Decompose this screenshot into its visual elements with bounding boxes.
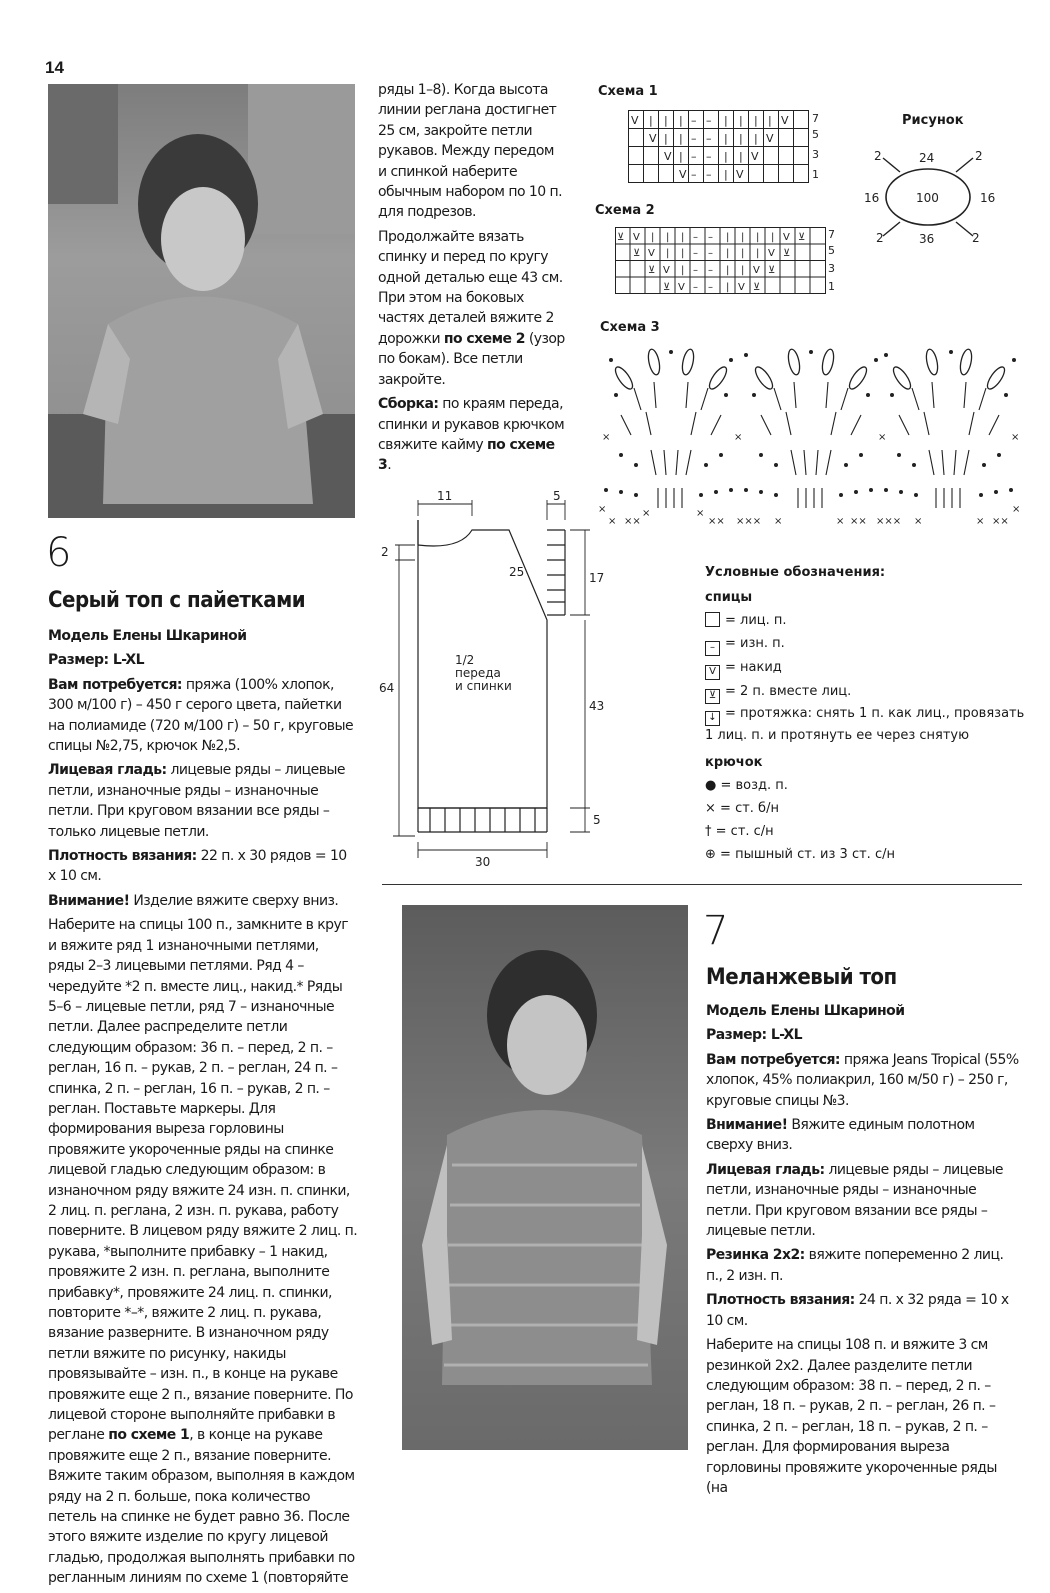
svg-text:|: | [739,132,743,145]
section-divider [382,884,1022,885]
svg-text:–: – [708,265,713,276]
dim-top-left: 11 [437,490,453,503]
svg-text:–: – [708,248,713,259]
purl-symbol: – [705,641,720,656]
model-credit: Модель Елены Шкариной [48,628,247,644]
figure-left: 16 [864,191,880,205]
svg-text:|: | [741,248,745,259]
figure-right: 16 [980,191,996,205]
svg-text:|: | [649,114,653,127]
piece-label-1: 1/2 [455,653,475,667]
svg-text:|: | [724,114,728,127]
svg-text:×: × [1011,432,1020,443]
figure-tr: 2 [975,149,983,163]
row-num: 7 [828,228,835,241]
figure-bl: 2 [876,231,884,245]
photo-silhouette-2 [402,905,688,1450]
section-title-6: Серый топ с пайетками [48,588,306,613]
svg-text:|: | [756,232,760,243]
svg-text:–: – [691,132,697,145]
stitch-distribution-figure [858,140,1008,250]
svg-text:×: × [1012,504,1021,515]
dim-neck: 2 [381,545,389,559]
gauge-para-7: Плотность вязания: 24 п. х 32 ряда = 10 х 10 см. [706,1292,1009,1329]
legend-knit-title: спицы [705,590,753,605]
piece-label-3: и спинки [455,679,512,693]
legend-item: = лиц. п. [705,609,1035,632]
size-line: Размер: L-XL [48,652,144,669]
pattern-schematic [375,490,615,870]
piece-label-2: переда [455,666,501,680]
row-num: 3 [812,148,819,161]
figure-top: 24 [919,151,935,165]
svg-text:⊻: ⊻ [798,232,806,243]
svg-text:⊻: ⊻ [753,282,761,293]
row-num: 3 [828,262,835,275]
svg-text:|: | [739,114,743,127]
svg-text:V: V [753,265,760,276]
svg-text:×: × [836,516,845,527]
svg-text:⊻: ⊻ [663,282,671,293]
svg-text:|: | [724,150,728,163]
svg-text:V: V [768,248,775,259]
svg-text:–: – [693,248,698,259]
svg-text:V: V [633,232,640,243]
model-photo-melange-top [402,905,688,1450]
svg-text:V: V [781,114,789,127]
svg-text:|: | [681,265,685,276]
scheme-2-grid [615,225,840,297]
figure-br: 2 [972,231,980,245]
svg-text:|: | [679,114,683,127]
puff-symbol: ⊕ [705,847,716,862]
svg-text:V: V [679,168,687,181]
legend-item: ● = возд. п. [705,778,788,793]
scheme-3-label: Схема 3 [600,320,660,335]
note-para-7: Внимание! Вяжите единым полотном сверху вниз. [706,1117,975,1154]
svg-text:××: ×× [624,516,641,527]
svg-text:|: | [726,232,730,243]
svg-text:V: V [738,282,745,293]
svg-text:|: | [681,232,685,243]
yarn-over-symbol: V [705,665,720,680]
svg-text:|: | [726,282,730,293]
dim-sleeve: 17 [589,571,605,585]
svg-text:V: V [631,114,639,127]
sc-symbol: × [705,801,716,816]
scheme-1-grid [628,108,838,186]
svg-text:×: × [642,508,651,519]
svg-text:×: × [914,516,923,527]
svg-text:|: | [664,132,668,145]
svg-text:|: | [768,114,772,127]
svg-text:××: ×× [708,516,725,527]
svg-text:×: × [878,432,887,443]
svg-text:×: × [608,516,617,527]
knit-symbol [705,612,720,627]
svg-text:–: – [706,114,712,127]
svg-text:V: V [648,248,655,259]
svg-text:⊻: ⊻ [617,232,625,243]
assembly-para: Сборка: по краям переда, спинки и рукавов крючком свяжите кайму по схеме 3. [378,396,565,474]
legend [705,561,1035,866]
svg-text:–: – [708,282,713,293]
figure-tl: 2 [874,149,882,163]
svg-text:|: | [741,232,745,243]
raglan-para: ряды 1–8). Когда высота линии реглана достигнет 25 см, закройте петли рукавов. Между передом и спинкой наберите обычным набором по 10 п. для подрезов. [378,82,562,221]
svg-text:|: | [741,265,745,276]
svg-text:–: – [706,168,712,181]
legend-item: ↓ = протяжка: снять 1 п. как лиц., провязать 1 лиц. п. и протянуть ее через снятую [705,706,1025,743]
svg-text:×: × [976,516,985,527]
svg-text:–: – [693,232,698,243]
figure-label: Рисунок [902,113,964,128]
scheme-3-crochet-chart [596,340,1026,530]
svg-text:×: × [696,508,705,519]
k2tog-symbol: ⊻ [705,689,720,704]
svg-text:|: | [754,114,758,127]
gauge-para: Плотность вязания: 22 п. х 30 рядов = 10 х 10 см. [48,848,347,885]
svg-text:×: × [602,432,611,443]
model-photo-gray-top [48,84,355,518]
svg-text:|: | [739,150,743,163]
body-para: Продолжайте вязать спинку и перед по кругу одной деталью еще 43 см. При этом на боковых частях деталей вяжите 2 дорожки по схеме 2 (узор по бокам). Все петли закройте. [378,228,565,388]
legend-item: × = ст. б/н [705,801,779,816]
svg-text:|: | [771,232,775,243]
dim-raglan: 25 [509,565,525,579]
rib-para-7: Резинка 2х2: вяжите попеременно 2 лиц. п., 2 изн. п. [706,1247,1004,1284]
svg-text:V: V [664,150,672,163]
svg-text:–: – [706,132,712,145]
svg-text:–: – [691,114,697,127]
stockinette-para-7: Лицевая гладь: лицевые ряды – лицевые петли, изнаночные ряды – изнаночные петли. При круговом вязании все ряды – лицевые петли. [706,1161,1003,1240]
svg-text:××: ×× [850,516,867,527]
figure-center: 100 [916,191,939,205]
legend-item: ⊻ = 2 п. вместе лиц. [705,680,1035,704]
legend-item: ⊕ = пышный ст. из 3 ст. с/н [705,847,895,862]
svg-text:|: | [724,168,728,181]
dim-hem: 5 [593,813,601,827]
scheme-2-label: Схема 2 [595,203,655,218]
legend-item: V = накид [705,656,1035,680]
svg-text:⊻: ⊻ [648,265,656,276]
svg-text:|: | [754,132,758,145]
svg-text:×××: ××× [876,516,902,527]
svg-text:×: × [734,432,743,443]
svg-text:|: | [681,248,685,259]
section-number-7: 7 [703,908,729,954]
svg-text:×××: ××× [736,516,762,527]
svg-text:×: × [774,516,783,527]
row-num: 5 [812,128,819,141]
svg-text:–: – [691,150,697,163]
svg-text:|: | [726,265,730,276]
slip-symbol: ↓ [705,711,720,726]
dim-width: 30 [475,855,491,869]
svg-text:|: | [679,132,683,145]
dim-total: 64 [379,681,395,695]
section-title-7: Меланжевый топ [706,965,897,990]
svg-text:|: | [724,132,728,145]
page-number: 14 [45,58,64,77]
dim-top-right: 5 [553,490,561,503]
svg-text:|: | [679,150,683,163]
svg-text:–: – [693,265,698,276]
model-credit-7: Модель Елены Шкариной [706,1003,905,1019]
section-number-6: 6 [46,530,72,576]
svg-text:–: – [708,232,713,243]
article-7-body [706,1001,1021,1502]
svg-text:V: V [736,168,744,181]
figure-bottom: 36 [919,232,935,246]
svg-text:V: V [678,282,685,293]
photo-silhouette [48,84,355,518]
svg-text:V: V [766,132,774,145]
svg-text:|: | [756,248,760,259]
svg-text:|: | [651,232,655,243]
instructions-para: Наберите на спицы 100 п., замкните в круг и вяжите ряд 1 изнаночными петлями, ряды 2–3 лицевыми петлями. Ряд 4 – чередуйте *2 п. вместе лиц., накид.* Ряды 5–6 – лицевые петли, ряд 7 – изнаночные петли. Далее распределите петли следующим образом: 36 п. – перед, 2 п. – реглан, 16 п. – рукав, 2 п. – реглан, 24 п. – спинка, 2 п. – реглан, 16 п. – рукав, 2 п. – реглан. Поставьте маркеры. Для формирования выреза горловины провяжите укороченные ряды на спинке лицевой гладью следующим образом: в изнаночном ряду вяжите 24 изн. п. спинки, 2 лиц. п. реглана, 2 изн. п. рукава, работу поверните. В лицевом ряду вяжите 2 лиц. п. рукава, *выполните прибавку – 1 накид, провяжите 2 изн. п. реглана, выполните прибавку*, провяжите 24 лиц. п. спинки, повторите *–*, вяжите 2 лиц. п. рукава, вязание разверните. В изнаночном ряду петли вяжите по рисунку, накиды провязывайте – изн. п., в конце на рукаве провяжите еще 2 п., вязание поверните. По лицевой стороне выполняйте прибавки в реглане по схеме 1, в конце на рукаве провяжите еще 2 п., вязание поверните. Вяжите таким образом, выполняя в каждом ряду на 2 п. больше, пока количество петель на спинке не будет равно 36. После этого вяжите изделие по кругу лицевой гладью, продолжая выполнять прибавки по регланным линиям по схеме 1 (повторяйте [48,917,358,1587]
row-num: 7 [812,112,819,125]
row-num: 1 [828,280,835,293]
scheme-1-label: Схема 1 [598,84,658,99]
svg-text:×: × [598,504,607,515]
svg-text:|: | [664,114,668,127]
svg-text:⊻: ⊻ [633,248,641,259]
row-num: 1 [812,168,819,181]
svg-text:××: ×× [992,516,1009,527]
svg-text:|: | [666,232,670,243]
size-line-7: Размер: L-XL [706,1027,802,1044]
legend-item: – = изн. п. [705,632,1035,656]
legend-crochet-title: крючок [705,755,763,770]
svg-text:–: – [706,150,712,163]
materials-para: Вам потребуется: пряжа (100% хлопок, 300 м/100 г) – 450 г серого цвета, пайетки на полиамиде (720 м/100 г) – 50 г, круговые спицы №2,75, крючок №2,5. [48,676,354,755]
svg-text:V: V [751,150,759,163]
legend-item: † = ст. с/н [705,824,774,839]
dim-body: 43 [589,699,605,713]
svg-text:V: V [649,132,657,145]
article-6-body [48,626,358,1593]
svg-text:–: – [691,168,697,181]
legend-title: Условные обозначения: [705,565,886,580]
row-num: 5 [828,244,835,257]
svg-text:V: V [783,232,790,243]
svg-text:V: V [663,265,670,276]
note-para: Внимание! Изделие вяжите сверху вниз. [48,892,339,909]
dc-symbol: † [705,824,712,839]
stockinette-para: Лицевая гладь: лицевые ряды – лицевые петли, изнаночные ряды – изнаночные петли. При круговом вязании все ряды – только лицевые петли. [48,762,345,840]
svg-text:⊻: ⊻ [768,265,776,276]
svg-text:–: – [693,282,698,293]
chain-symbol: ● [705,778,717,793]
svg-text:|: | [666,248,670,259]
svg-text:⊻: ⊻ [783,248,791,259]
article-6-continued [378,80,566,480]
svg-text:|: | [726,248,730,259]
instructions-para-7: Наберите на спицы 108 п. и вяжите 3 см резинкой 2х2. Далее разделите петли следующим образом: 38 п. – перед, 2 п. – реглан, 18 п. – рукав, 2 п. – реглан, 26 п. – спинка, 2 п. – реглан, 18 п. – рукав, 2 п. – реглан. Для формирования выреза горловины провяжите укороченные ряды (на [706,1337,997,1496]
materials-para-7: Вам потребуется: пряжа Jeans Tropical (55% хлопок, 45% полиакрил, 160 м/50 г) – 250 г, круговые спицы №3. [706,1051,1019,1109]
